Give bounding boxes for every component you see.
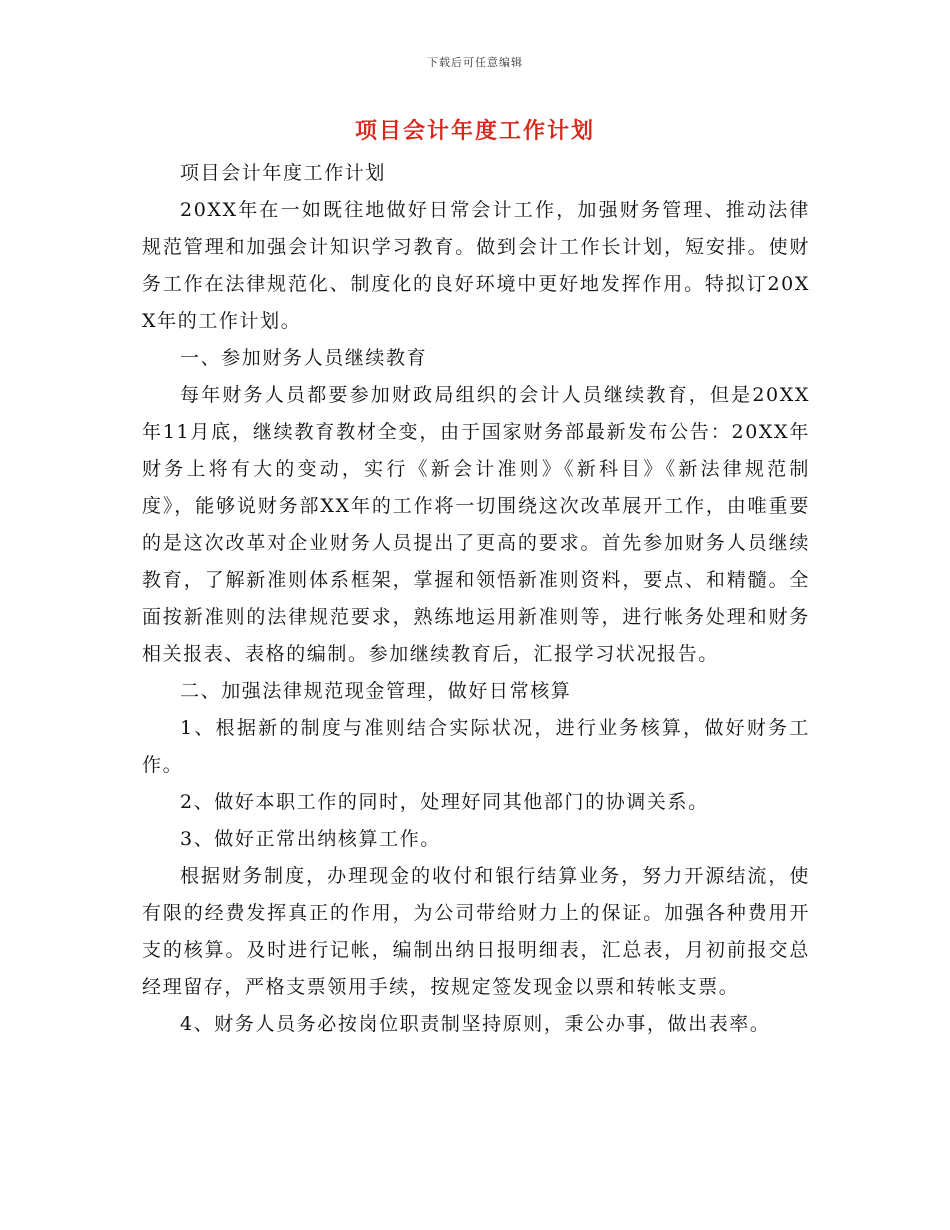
section-heading-1: 一、参加财务人员继续教育 [180, 347, 428, 369]
section-heading-2: 二、加强法律规范现金管理，做好日常核算 [180, 680, 572, 702]
list-item-2: 2、做好本职工作的同时，处理好同其他部门的协调关系。 [180, 791, 709, 813]
paragraph-education: 每年财务人员都要参加财政局组织的会计人员继续教育，但是20XX年11月底，继续教育教材全变，由于国家财务部最新发布公告：20XX年财务上将有大的变动，实行《新会计准则》《新科目》《新法律规范制度》，能够说财务部XX年的工作将一切围绕这次改革展开工作，由唯重要的是这次改革对企业财务人员提出了更高的要求。首先参加财务人员继续教育，了解新准则体系框架，掌握和领悟新准则资料，要点、和精髓。全面按新准则的法律规范要求，熟练地运用新准则等，进行帐务处理和财务相关报表、表格的编制。参加继续教育后，汇报学习状况报告。 [142, 384, 810, 665]
list-item-1: 1、根据新的制度与准则结合实际状况，进行业务核算，做好财务工作。 [142, 717, 810, 776]
document-title: 项目会计年度工作计划 [354, 118, 595, 144]
paragraph-intro: 20XX年在一如既往地做好日常会计工作，加强财务管理、推动法律规范管理和加强会计知识学习教育。做到会计工作长计划，短安排。使财务工作在法律规范化、制度化的良好环境中更好地发挥作用。特拟订20XX年的工作计划。 [142, 199, 810, 332]
paragraph-subtitle: 项目会计年度工作计划 [180, 162, 387, 184]
document-body [142, 155, 810, 1043]
paragraph-cash-management: 根据财务制度，办理现金的收付和银行结算业务，努力开源结流，使有限的经费发挥真正的作用，为公司带给财力上的保证。加强各种费用开支的核算。及时进行记帐，编制出纳日报明细表，汇总表，月初前报交总经理留存，严格支票领用手续，按规定签发现金以票和转帐支票。 [142, 865, 810, 998]
list-item-4: 4、财务人员务必按岗位职责制坚持原则，秉公办事，做出表率。 [180, 1013, 771, 1035]
list-item-3: 3、做好正常出纳核算工作。 [180, 828, 441, 850]
page-header-note: 下载后可任意编辑 [427, 56, 523, 69]
